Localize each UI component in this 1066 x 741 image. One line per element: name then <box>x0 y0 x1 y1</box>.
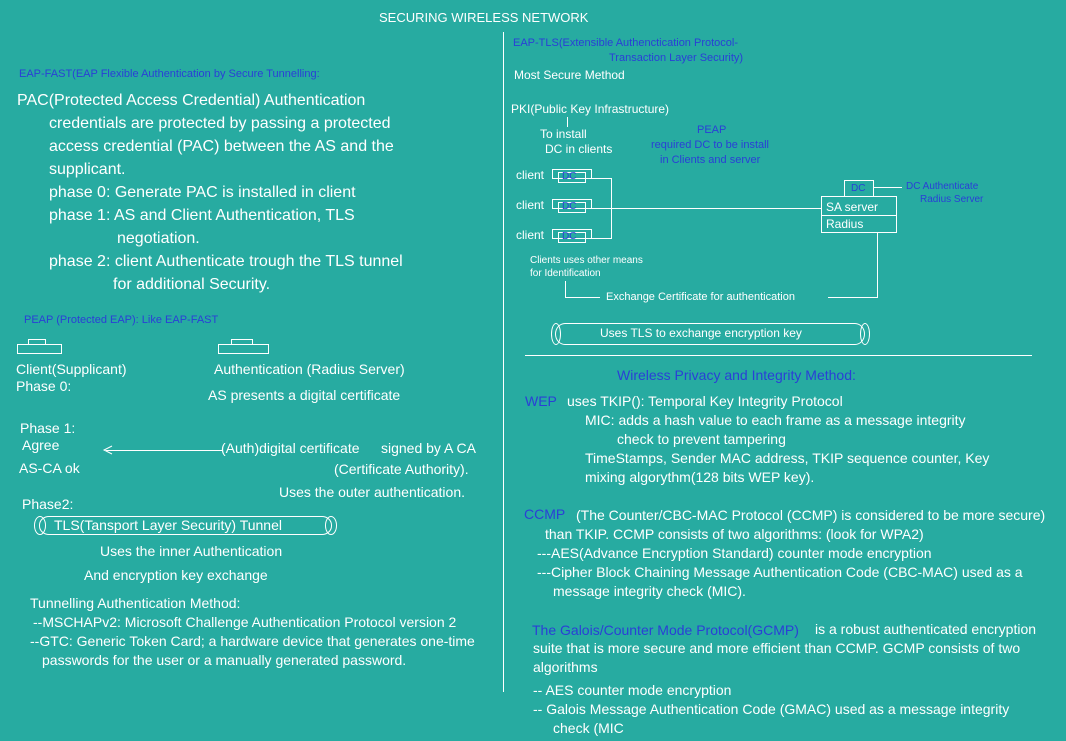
dc-label: DC <box>562 171 577 182</box>
phase1-label: Phase 1: <box>20 420 76 436</box>
asca-ok-text: AS-CA ok <box>19 460 80 476</box>
phase0-label: Phase 0: <box>16 378 72 394</box>
dc-label: DC <box>562 231 577 242</box>
pki-text: PKI(Public Key Infrastructure) <box>511 102 670 116</box>
gcmp-text-cont: suite that is more secure and more efficient than CCMP. GCMP consists of two <box>533 640 1021 656</box>
as-presents-text: AS presents a digital certificate <box>208 387 401 403</box>
tls-key-tunnel-left-cap <box>551 323 561 345</box>
exchange-line-bottom <box>565 297 600 298</box>
eap-tls-heading-cont: Transaction Layer Security) <box>609 52 744 64</box>
pac-line: negotiation. <box>117 230 200 247</box>
timestamps-text: TimeStamps, Sender MAC address, TKIP sequence counter, Key <box>585 450 990 466</box>
pac-line: supplicant. <box>49 161 126 178</box>
to-install-text-cont: DC in clients <box>545 142 613 156</box>
gcmp-text-cont2: algorithms <box>533 659 598 675</box>
eap-tls-heading: EAP-TLS(Extensible Authenctication Protocol- <box>513 37 739 49</box>
mic-text: MIC: adds a hash value to each frame as a message integrity <box>585 412 966 428</box>
wep-label: WEP <box>525 393 557 409</box>
dc-auth-connector <box>874 187 902 188</box>
outer-auth-text: Uses the outer authentication. <box>279 484 466 500</box>
gtc-text: --GTC: Generic Token Card; a hardware device that generates one-time <box>30 633 475 649</box>
client-label: client <box>516 228 545 242</box>
ccmp-text: (The Counter/CBC-MAC Protocol (CCMP) is considered to be more secure) <box>576 507 1046 523</box>
pac-line: access credential (PAC) between the AS and the <box>49 138 394 155</box>
server-down-line <box>877 233 878 298</box>
radius-label: Radius <box>826 217 864 231</box>
server-dc-label: DC <box>851 183 866 194</box>
gmac-text: -- Galois Message Authentication Code (GMAC) used as a message integrity <box>533 701 1010 717</box>
dc-label: DC <box>562 201 577 212</box>
pac-line: phase 2: client Authenticate trough the TLS tunnel <box>49 253 403 270</box>
gcmp-aes-text: -- AES counter mode encryption <box>533 682 732 698</box>
privacy-heading: Wireless Privacy and Integrity Method: <box>617 367 856 383</box>
peap-note-cont2: in Clients and server <box>660 154 761 166</box>
exchange-cert-text: Exchange Certificate for authentication <box>606 291 795 303</box>
tls-tunnel-right-cap <box>325 516 337 535</box>
mschap-text: --MSCHAPv2: Microsoft Challenge Authentication Protocol version 2 <box>33 614 457 630</box>
pac-line: credentials are protected by passing a protected <box>49 115 391 132</box>
pac-line: phase 1: AS and Client Authentication, TLS <box>49 207 355 224</box>
tls-tunnel-label: TLS(Tansport Layer Security) Tunnel <box>54 517 282 533</box>
cert-authority-text: (Certificate Authority). <box>334 461 469 477</box>
enc-key-text: And encryption key exchange <box>84 567 268 583</box>
gcmp-text: is a robust authenticated encryption <box>815 621 1037 637</box>
exchange-line-left <box>565 281 566 298</box>
dc-auth-text: DC Authenticate <box>906 181 979 192</box>
most-secure-text: Most Secure Method <box>514 68 625 82</box>
client-connector <box>592 238 612 239</box>
tls-tunnel-left-cap <box>34 516 46 535</box>
peap-heading: PEAP (Protected EAP): Like EAP-FAST <box>24 314 219 326</box>
page-title: SECURING WIRELESS NETWORK <box>379 10 589 25</box>
client-connector <box>592 178 612 179</box>
gtc-text-cont: passwords for the user or a manually generated password. <box>42 652 407 668</box>
ccmp-text-cont: than TKIP. CCMP consists of two algorithms: (look for WPA2) <box>545 526 924 542</box>
agree-text: Agree <box>22 437 60 453</box>
timestamps-text-cont: mixing algorythm(128 bits WEP key). <box>585 469 815 485</box>
ccmp-label: CCMP <box>524 506 566 522</box>
inner-auth-text: Uses the inner Authentication <box>100 543 283 559</box>
signed-by-text: signed by A CA <box>381 440 476 456</box>
clients-other-text: Clients uses other means <box>530 255 643 266</box>
section-divider <box>525 355 1032 356</box>
pac-line: phase 0: Generate PAC is installed in client <box>49 184 356 201</box>
server-divider <box>821 215 897 216</box>
mic-text-cont: check to prevent tampering <box>617 431 786 447</box>
tls-key-tunnel-right-cap <box>860 323 870 345</box>
peap-note: PEAP <box>697 124 727 136</box>
tls-key-text: Uses TLS to exchange encryption key <box>600 326 802 340</box>
cbc-text-cont: message integrity check (MIC). <box>553 583 746 599</box>
client-label: client <box>516 168 545 182</box>
to-install-text: To install <box>540 127 587 141</box>
dc-auth-text-cont: Radius Server <box>920 194 984 205</box>
phase2-label: Phase2: <box>22 496 74 512</box>
client-label: Client(Supplicant) <box>16 361 127 377</box>
client-label: client <box>516 198 545 212</box>
client-to-server-line <box>592 208 822 209</box>
pki-connector <box>567 117 568 127</box>
peap-note-cont: required DC to be install <box>651 139 770 151</box>
auth-cert-text: (Auth)digital certificate <box>221 440 360 456</box>
clients-other-text-cont: for Identification <box>530 268 601 279</box>
sa-server-label: SA server <box>826 200 879 214</box>
pac-line: PAC(Protected Access Credential) Authentication <box>17 92 366 109</box>
eap-fast-heading: EAP-FAST(EAP Flexible Authentication by Secure Tunnelling: <box>19 68 320 80</box>
wep-text: uses TKIP(): Temporal Key Integrity Protocol <box>567 393 843 409</box>
auth-server-label: Authentication (Radius Server) <box>214 361 405 377</box>
tunnelling-heading: Tunnelling Authentication Method: <box>30 595 241 611</box>
gmac-text-cont: check (MIC <box>553 720 624 736</box>
cbc-text: ---Cipher Block Chaining Message Authentication Code (CBC-MAC) used as a <box>537 564 1023 580</box>
gcmp-label: The Galois/Counter Mode Protocol(GCMP) <box>532 622 799 638</box>
aes-text: ---AES(Advance Encryption Standard) counter mode encryption <box>537 545 932 561</box>
exchange-line-right <box>828 297 877 298</box>
pac-line: for additional Security. <box>113 276 271 293</box>
